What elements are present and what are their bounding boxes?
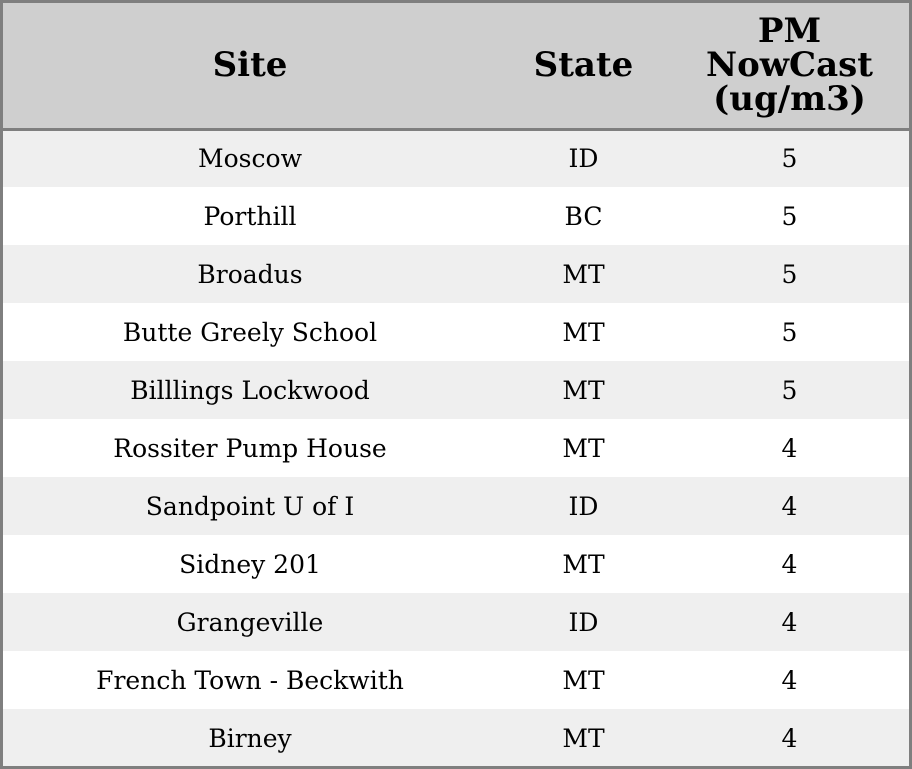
table-row [3, 709, 909, 767]
table-row [3, 187, 909, 245]
cell-site: French Town - Beckwith [96, 665, 404, 695]
cell-state: BC [564, 201, 603, 231]
cell-site: Sandpoint U of I [145, 491, 355, 521]
cell-pm: 5 [781, 201, 798, 231]
cell-pm: 5 [781, 144, 798, 174]
cell-site: Birney [208, 723, 292, 753]
cell-pm: 5 [781, 259, 798, 289]
cell-site: Broadus [197, 259, 303, 289]
table-row [3, 651, 909, 709]
cell-pm: 4 [781, 665, 798, 695]
cell-state: MT [562, 723, 605, 753]
table-row [3, 129, 909, 187]
table-row [3, 361, 909, 419]
cell-state: MT [562, 433, 605, 463]
cell-state: ID [568, 144, 599, 174]
cell-pm: 4 [781, 723, 798, 753]
table-row [3, 593, 909, 651]
cell-state: MT [562, 375, 605, 405]
cell-pm: 4 [781, 549, 798, 579]
cell-state: ID [568, 607, 599, 637]
table-row [3, 419, 909, 477]
column-header-site: Site [3, 3, 497, 129]
cell-pm: 4 [781, 491, 798, 521]
column-header-pm-line-3: (ug/m3) [713, 79, 866, 120]
cell-pm: 5 [781, 375, 798, 405]
column-header-pm-nowcast [670, 3, 909, 129]
cell-pm: 4 [781, 433, 798, 463]
cell-state: MT [562, 665, 605, 695]
column-header-pm-line-2: NowCast [706, 45, 873, 86]
pm-nowcast-table [3, 3, 909, 767]
cell-site: Moscow [198, 144, 302, 174]
cell-pm: 4 [781, 607, 798, 637]
table-row [3, 245, 909, 303]
cell-site: Grangeville [176, 607, 324, 637]
table-header [3, 3, 909, 129]
table-row [3, 303, 909, 361]
table-row [3, 535, 909, 593]
cell-site: Sidney 201 [179, 549, 321, 579]
cell-site: Porthill [203, 201, 297, 231]
cell-state: MT [562, 549, 605, 579]
table-body [3, 129, 909, 767]
cell-site: Butte Greely School [122, 317, 378, 347]
table-row [3, 477, 909, 535]
cell-state: MT [562, 259, 605, 289]
cell-site: Billlings Lockwood [130, 375, 370, 405]
column-header-state: State [497, 3, 670, 129]
cell-state: ID [568, 491, 599, 521]
cell-site: Rossiter Pump House [113, 433, 387, 463]
column-header-pm-line-1: PM [757, 11, 822, 52]
cell-state: MT [562, 317, 605, 347]
cell-pm: 5 [781, 317, 798, 347]
header-row [3, 3, 909, 129]
